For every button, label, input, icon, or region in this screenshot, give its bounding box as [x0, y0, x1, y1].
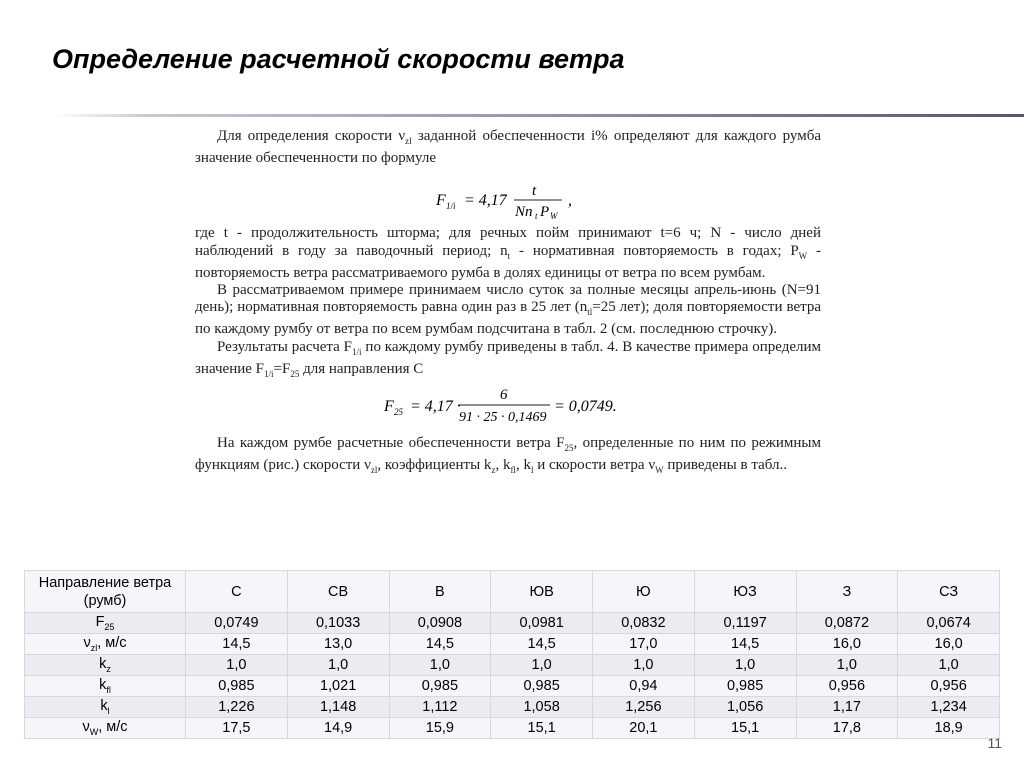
table-cell: 1,226: [186, 697, 288, 718]
table-cell: 0,0832: [593, 613, 695, 634]
row-label: [25, 634, 186, 655]
table-cell: 0,956: [898, 676, 1000, 697]
table-cell: 0,0674: [898, 613, 1000, 634]
text: t: [532, 183, 537, 200]
table-cell: 1,0: [796, 655, 898, 676]
column-header: ЮВ: [491, 571, 593, 613]
table-cell: 15,1: [491, 718, 593, 739]
row-label: [25, 697, 186, 718]
table-cell: 1,0: [186, 655, 288, 676]
table-cell: 0,0749: [186, 613, 288, 634]
text: zl: [90, 642, 98, 653]
text: , k: [515, 457, 531, 474]
table-cell: 0,1033: [287, 613, 389, 634]
table-cell: 15,1: [694, 718, 796, 739]
text: z: [491, 465, 496, 476]
table-cell: 0,0908: [389, 613, 491, 634]
table-cell: 17,5: [186, 718, 288, 739]
table-cell: 0,0981: [491, 613, 593, 634]
table-cell: 1,256: [593, 697, 695, 718]
table-cell: 17,0: [593, 634, 695, 655]
table-cell: 0,0872: [796, 613, 898, 634]
text: W: [550, 211, 558, 222]
text: k: [100, 698, 108, 715]
table-row: [25, 718, 1000, 739]
text: 1/i: [446, 201, 456, 212]
text: ν: [82, 719, 90, 736]
text: zl: [405, 136, 412, 146]
text: F: [384, 398, 394, 416]
text: , м/с: [97, 635, 127, 652]
table-cell: 14,5: [186, 634, 288, 655]
paragraph-1: [195, 128, 821, 167]
row-label: [25, 676, 186, 697]
table-cell: 1,021: [287, 676, 389, 697]
text: W: [655, 465, 664, 476]
paragraph-4: [195, 339, 821, 383]
paragraph-2: [195, 225, 821, 282]
table-cell: 16,0: [898, 634, 1000, 655]
text: k: [99, 677, 107, 694]
text: заданной обеспеченности i% определяют для каждого румба значение обеспеченности по формуле: [195, 128, 821, 167]
table-cell: 15,9: [389, 718, 491, 739]
text: На каждом румбе расчетные обеспеченности ветра F: [217, 435, 565, 452]
table-cell: 13,0: [287, 634, 389, 655]
table-cell: 1,0: [593, 655, 695, 676]
table-row: [25, 676, 1000, 697]
text: P: [540, 204, 550, 221]
table-header-row: [25, 571, 1000, 613]
text: приведены в табл..: [663, 457, 787, 474]
text: для направления С: [299, 360, 424, 377]
text: F: [95, 614, 105, 631]
text: tl: [587, 307, 593, 318]
text: - нормативная повторяемость в годах; P: [510, 242, 799, 259]
row-label: [25, 613, 186, 634]
table-row: [25, 655, 1000, 676]
table-cell: 14,5: [694, 634, 796, 655]
text: 91 · 25 · 0,1469: [459, 410, 547, 426]
text: - повторяемость ветра рассматриваемого румба в долях единицы от ветра по всем румбам.: [195, 242, 822, 281]
text: z: [106, 663, 111, 674]
text: =25 лет); доля повторяемости ветра по каждому румбу от ветра по всем румбам подсчитана в табл. 2 (см. последнюю строчку).: [195, 299, 821, 338]
text: 6: [500, 387, 508, 404]
wind-speed-table: [24, 570, 1000, 739]
table-cell: 16,0: [796, 634, 898, 655]
text: = 0,0749.: [554, 398, 617, 416]
column-header: З: [796, 571, 898, 613]
text: t: [507, 250, 511, 261]
text: 25: [564, 443, 574, 454]
text: ,: [568, 192, 572, 210]
text: fl: [106, 684, 111, 695]
text: , определенные по ним по режимным функциям (рис.) скорости ν: [195, 435, 821, 474]
table-cell: 1,0: [898, 655, 1000, 676]
text: Результаты расчета F: [217, 338, 353, 355]
paragraph-5: [195, 435, 821, 479]
title-divider: [52, 114, 1024, 117]
table-cell: 1,0: [694, 655, 796, 676]
row-label: [25, 655, 186, 676]
table-cell: 0,94: [593, 676, 695, 697]
table-cell: 1,0: [491, 655, 593, 676]
formula-1-graphic: [398, 173, 618, 221]
text: В рассматриваемом примере принимаем число суток за полные месяцы апрель-июнь (N=91 день); нормативная повторяемость равна один раз в 25 лет (n: [195, 282, 821, 316]
text: F: [436, 192, 446, 210]
table-cell: 1,0: [287, 655, 389, 676]
text: Для определения скорости ν: [217, 128, 406, 144]
page-number: 11: [987, 735, 1002, 751]
text: 1/i: [352, 346, 362, 357]
column-header: ЮЗ: [694, 571, 796, 613]
table-cell: 17,8: [796, 718, 898, 739]
formula-2-graphic: [378, 385, 638, 425]
text: W: [89, 726, 99, 737]
table-cell: 0,1197: [694, 613, 796, 634]
text: , коэффициенты k: [377, 457, 492, 474]
text: l: [530, 465, 534, 476]
table-row: [25, 613, 1000, 634]
text: l: [107, 705, 110, 716]
column-header: С: [186, 571, 288, 613]
text: t: [535, 211, 538, 222]
text: fl: [510, 465, 516, 476]
column-header: СВ: [287, 571, 389, 613]
table-row: [25, 634, 1000, 655]
text: , м/с: [98, 719, 128, 736]
paragraph-3: [195, 282, 821, 339]
text: где t - продолжительность шторма; для речных пойм принимают t=6 ч; N - число дней наблюдений в году за паводочный период; n: [195, 225, 821, 259]
table-cell: 14,5: [491, 634, 593, 655]
table-cell: 1,148: [287, 697, 389, 718]
text: 25: [104, 621, 115, 632]
column-header: Ю: [593, 571, 695, 613]
text: , k: [495, 457, 511, 474]
formula-1: [195, 173, 821, 221]
page-title: Определение расчетной скорости ветра: [52, 44, 625, 74]
text: =F: [273, 360, 291, 377]
table-cell: 1,17: [796, 697, 898, 718]
table-cell: 1,058: [491, 697, 593, 718]
text: Nn: [515, 204, 533, 221]
text: k: [99, 656, 107, 673]
table-cell: 1,234: [898, 697, 1000, 718]
table-cell: 1,056: [694, 697, 796, 718]
table-row: [25, 697, 1000, 718]
table-cell: 1,0: [389, 655, 491, 676]
table-cell: 0,956: [796, 676, 898, 697]
scanned-text-block: [195, 128, 821, 479]
text: = 4,17: [464, 192, 507, 210]
text: 25: [290, 368, 300, 379]
text: zl: [370, 465, 378, 476]
text: W: [798, 250, 808, 261]
table-cell: 18,9: [898, 718, 1000, 739]
text: 1/i: [264, 368, 274, 379]
table-cell: 14,5: [389, 634, 491, 655]
text: = 4,17 ·: [410, 398, 461, 416]
formula-2: [195, 385, 821, 425]
table-cell: 1,112: [389, 697, 491, 718]
row-label: [25, 718, 186, 739]
table-cell: 0,985: [186, 676, 288, 697]
table-cell: 0,985: [491, 676, 593, 697]
column-header: В: [389, 571, 491, 613]
text: 25: [394, 407, 403, 418]
table-cell: 14,9: [287, 718, 389, 739]
table-cell: 0,985: [389, 676, 491, 697]
text: ν: [83, 635, 91, 652]
text: и скорости ветра ν: [533, 457, 656, 474]
table-header-label: [25, 571, 186, 613]
text: по каждому румбу приведены в табл. 4. В качестве примера определим значение F: [195, 338, 821, 377]
table-cell: 20,1: [593, 718, 695, 739]
text: (румб): [83, 592, 127, 609]
column-header: СЗ: [898, 571, 1000, 613]
table-cell: 0,985: [694, 676, 796, 697]
text: Направление ветра: [38, 574, 172, 591]
